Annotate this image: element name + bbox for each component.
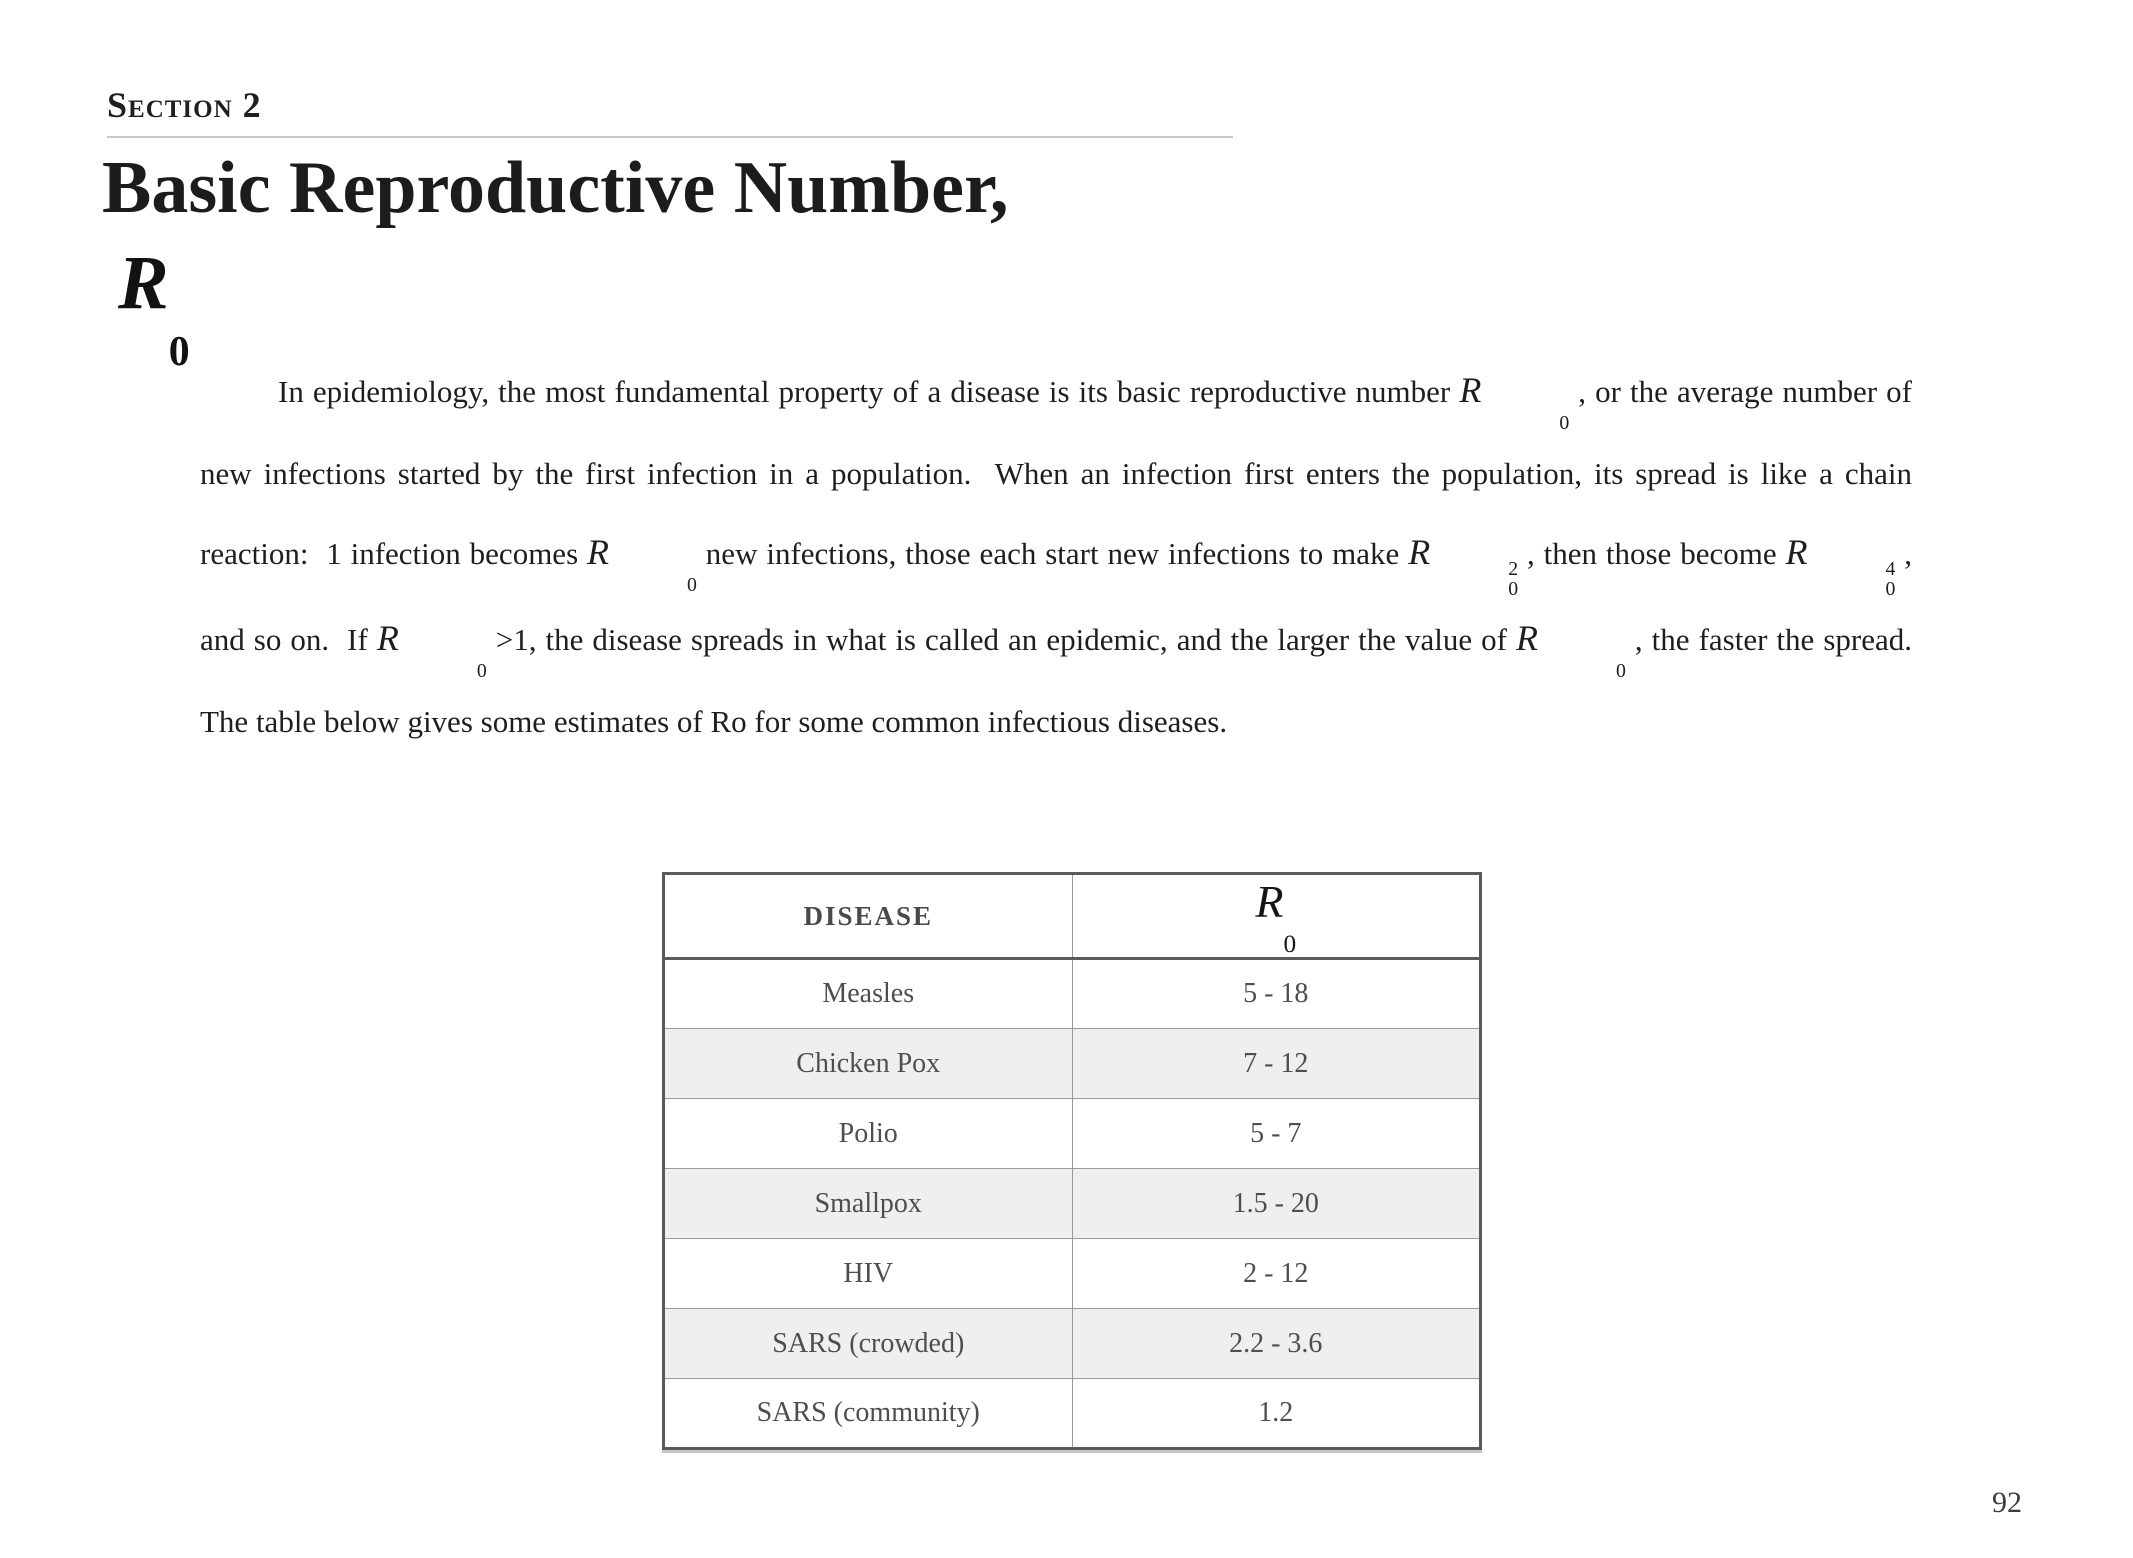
paragraph-run: , the faster the spread. The table below gives some estimates of Ro for some common infectious diseases. bbox=[200, 622, 1928, 739]
paragraph-run: In epidemiology, the most fundamental property of a disease is its basic reproductive number bbox=[278, 374, 1460, 409]
inline-math-r0: R 0 bbox=[1459, 370, 1570, 434]
table-row bbox=[664, 1099, 1481, 1169]
table-row bbox=[664, 1309, 1481, 1379]
page-number: 92 bbox=[1992, 1486, 2022, 1519]
column-header-r0: R 0 bbox=[1072, 874, 1481, 959]
table-header bbox=[664, 874, 1481, 959]
inline-math-r0: R 0 bbox=[587, 531, 697, 596]
table-row bbox=[664, 1169, 1481, 1239]
disease-cell: SARS (community) bbox=[664, 1379, 1073, 1449]
paragraph-run: >1, the disease spreads in what is called an epidemic, and the larger the value of bbox=[486, 622, 1516, 658]
r0-cell: 5 - 7 bbox=[1072, 1099, 1481, 1169]
paragraph-run: new infections, those each start new infections to make bbox=[696, 535, 1409, 571]
disease-cell: Chicken Pox bbox=[664, 1029, 1073, 1099]
r0-cell: 2.2 - 3.6 bbox=[1072, 1309, 1481, 1379]
table-row bbox=[664, 959, 1481, 1029]
r0-estimates-table bbox=[662, 872, 1482, 1450]
r0-cell: 1.5 - 20 bbox=[1072, 1169, 1481, 1239]
inline-math-r0-squared: R 2 0 bbox=[1408, 531, 1519, 601]
section-label: Section 2 bbox=[107, 85, 262, 125]
math-sub: 0 bbox=[168, 328, 190, 375]
table-header-row bbox=[664, 874, 1481, 959]
disease-cell: Smallpox bbox=[664, 1169, 1073, 1239]
r0-cell: 5 - 18 bbox=[1072, 959, 1481, 1029]
paragraph-run: , then those become bbox=[1518, 535, 1786, 571]
r0-cell: 2 - 12 bbox=[1072, 1239, 1481, 1309]
title-rule bbox=[107, 136, 1233, 138]
inline-math-r0: R 0 bbox=[1516, 618, 1626, 682]
table-row bbox=[664, 1029, 1481, 1099]
title-math-r0 bbox=[118, 240, 190, 375]
table-row bbox=[664, 1379, 1481, 1449]
disease-cell: HIV bbox=[664, 1239, 1073, 1309]
paragraph-run: , and so on. If bbox=[200, 535, 1920, 658]
column-header-disease: DISEASE bbox=[664, 874, 1073, 959]
table-row bbox=[664, 1239, 1481, 1309]
disease-cell: SARS (crowded) bbox=[664, 1309, 1073, 1379]
math-sup bbox=[169, 289, 190, 331]
r0-cell: 7 - 12 bbox=[1072, 1029, 1481, 1099]
paragraph-run: , or the average number of new infections started by the first infection in a population. When an infection first enters the population, its spread is like a chain reaction: 1 infection becomes bbox=[200, 374, 1920, 571]
inline-math-r0-fourth: R 4 0 bbox=[1785, 531, 1896, 601]
r0-cell: 1.2 bbox=[1072, 1379, 1481, 1449]
disease-cell: Measles bbox=[664, 959, 1073, 1029]
math-scripts bbox=[169, 289, 190, 375]
table-body bbox=[664, 959, 1481, 1449]
inline-math-r0: R 0 bbox=[376, 618, 487, 682]
intro-paragraph bbox=[200, 352, 1928, 762]
math-base: R bbox=[118, 241, 169, 325]
disease-cell: Polio bbox=[664, 1099, 1073, 1169]
page-title: Basic Reproductive Number, bbox=[102, 147, 1009, 229]
